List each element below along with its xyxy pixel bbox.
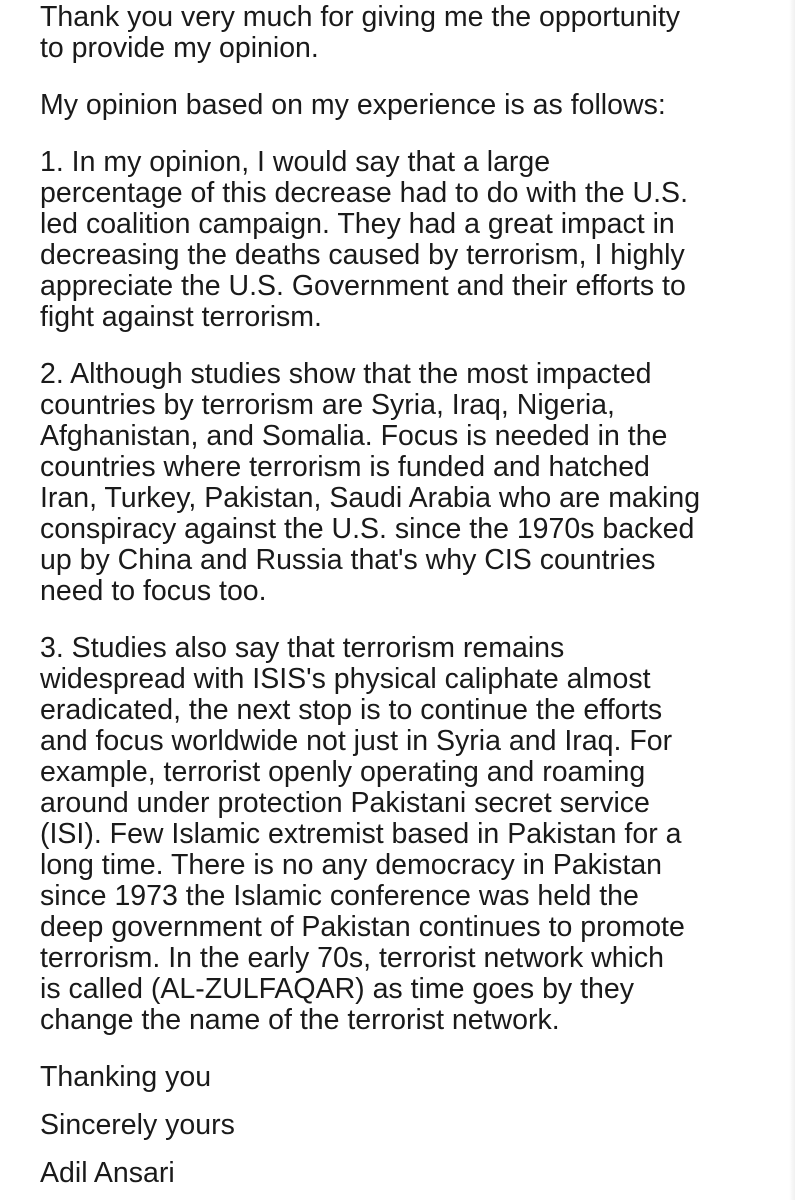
point-3-line: around under protection Pakistani secret service [40,787,650,819]
point-2-line: countries by terrorism are Syria, Iraq, Nigeria, [40,389,615,421]
signature-name: Adil Ansari [40,1157,175,1189]
point-3-line: widespread with ISIS's physical caliphate almost [40,663,651,695]
point-3-line: example, terrorist openly operating and roaming [40,756,646,788]
point-1-paragraph [40,147,790,333]
point-3-line: change the name of the terrorist network. [40,1004,560,1036]
point-3-line: (ISI). Few Islamic extremist based in Pakistan for a [40,818,682,850]
point-1-line: led coalition campaign. They had a great impact in [40,208,675,240]
point-2-line: Iran, Turkey, Pakistan, Saudi Arabia who are making [40,482,701,514]
intro-paragraph [40,2,790,64]
point-3-line: 3. Studies also say that terrorism remains [40,632,565,664]
point-2-paragraph [40,359,790,607]
point-1-line: decreasing the deaths caused by terrorism, I highly [40,239,685,271]
point-1-line: fight against terrorism. [40,301,322,333]
thanks-line: Thanking you [40,1061,212,1093]
point-2-line: up by China and Russia that's why CIS countries [40,544,656,576]
point-3-line: terrorism. In the early 70s, terrorist network which [40,942,665,974]
page-edge-shadow [789,0,795,1200]
point-2-line: countries where terrorism is funded and hatched [40,451,650,483]
point-2-line: Afghanistan, and Somalia. Focus is needed in the [40,420,668,452]
point-3-line: eradicated, the next stop is to continue the efforts [40,694,663,726]
letter-body [40,2,790,1200]
point-3-line: since 1973 the Islamic conference was held the [40,880,639,912]
point-3-paragraph [40,633,790,1036]
opinion-header-line: My opinion based on my experience is as follows: [40,89,666,121]
point-3-line: long time. There is no any democracy in Pakistan [40,849,663,881]
intro-line: Thank you very much for giving me the opportunity [40,1,680,33]
point-3-line: is called (AL-ZULFAQAR) as time goes by they [40,973,634,1005]
point-3-line: deep government of Pakistan continues to promote [40,911,685,943]
point-2-line: 2. Although studies show that the most impacted [40,358,652,390]
point-1-line: percentage of this decrease had to do with the U.S. [40,177,688,209]
point-1-line: 1. In my opinion, I would say that a large [40,146,551,178]
point-2-line: need to focus too. [40,575,267,607]
point-2-line: conspiracy against the U.S. since the 1970s backed [40,513,695,545]
intro-line: to provide my opinion. [40,32,319,64]
opinion-header-paragraph [40,90,790,121]
sign-off-line: Sincerely yours [40,1109,235,1141]
point-1-line: appreciate the U.S. Government and their efforts to [40,270,686,302]
point-3-line: and focus worldwide not just in Syria and Iraq. For [40,725,673,757]
